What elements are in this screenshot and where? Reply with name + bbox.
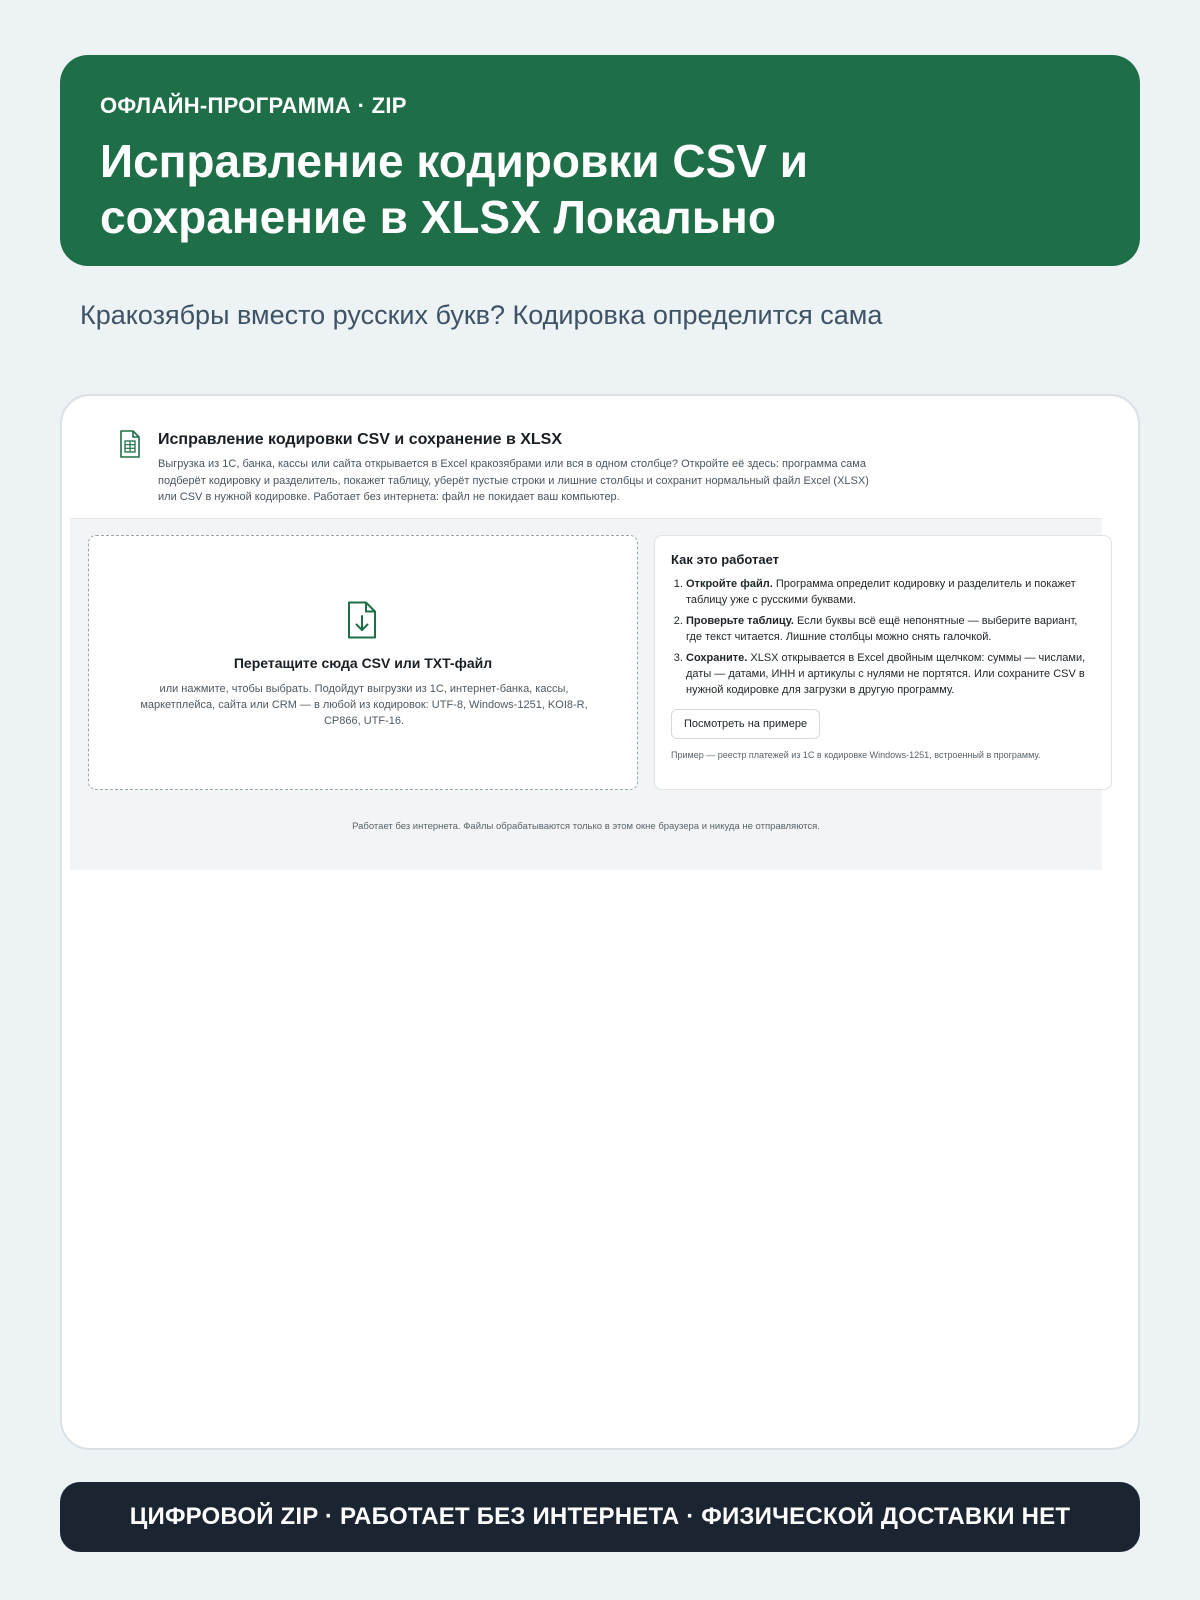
step-item [686,613,1095,645]
dropzone-title: Перетащите сюда CSV или TXT-файл [233,655,493,671]
step-text: XLSX открывается в Excel двойным щелчком: суммы — числами, даты — датами, ИНН и артикулы с нулями не портятся. Или сохраните CSV в нужной кодировке для загрузки в другую программу. [686,652,1086,696]
page-subtitle: Кракозябры вместо русских букв? Кодировка определится сама [80,300,883,330]
app-screenshot [60,394,1140,1450]
app-title: Исправление кодировки CSV и сохранение в XLSX [158,431,563,448]
step-text: Программа определит кодировку и разделитель и покажет таблицу уже с русскими буквами. [686,578,1076,606]
how-it-works-panel [654,535,1112,790]
file-dropzone[interactable] [88,535,638,790]
steps-list [671,576,1095,698]
hero-kicker: ОФЛАЙН-ПРОГРАММА · ZIP [100,93,407,118]
hero-banner [60,55,1140,266]
offline-note: Работает без интернета. Файлы обрабатываются только в этом окне браузера и никуда не отправляются. [352,821,820,832]
how-it-works-title: Как это работает [671,552,780,567]
footer-banner: ЦИФРОВОЙ ZIP · РАБОТАЕТ БЕЗ ИНТЕРНЕТА · ФИЗИЧЕСКОЙ ДОСТАВКИ НЕТ [60,1482,1140,1552]
step-item [686,576,1095,608]
app-header [62,396,1138,518]
app-description: Выгрузка из 1С, банка, кассы или сайта открывается в Excel кракозябрами или вся в одном столбце? Откройте её здесь: программа сама подберёт кодировку и разделитель, покажет таблицу, уберёт пустые строки и лишние столбцы и сохранит нормальный файл Excel (XLSX) или CSV в нужной кодировке. Работает без интернета: файл не покидает ваш компьютер. [158,458,869,503]
workspace [70,518,1102,870]
view-example-button[interactable]: Посмотреть на примере [671,709,820,739]
dropzone-description: или нажмите, чтобы выбрать. Подойдут выгрузки из 1С, интернет-банка, кассы, маркетплейса, сайта или CRM — в любой из кодировок: UTF-8, Windows-1251, KOI8-R, CP866, UTF-16. [140,683,588,727]
step-item [686,650,1095,698]
step-heading: Откройте файл. [686,578,773,590]
example-note: Пример — реестр платежей из 1С в кодировке Windows-1251, встроенный в программу. [671,750,1041,760]
step-heading: Проверьте таблицу. [686,615,794,627]
hero-title: Исправление кодировки CSV и сохранение в XLSX Локально [100,135,808,243]
step-text: Если буквы всё ещё непонятные — выберите вариант, где текст читается. Лишние столбцы можно снять галочкой. [686,615,1078,643]
step-heading: Сохраните. [686,652,748,664]
file-download-icon [347,601,377,639]
spreadsheet-file-icon [119,430,141,458]
